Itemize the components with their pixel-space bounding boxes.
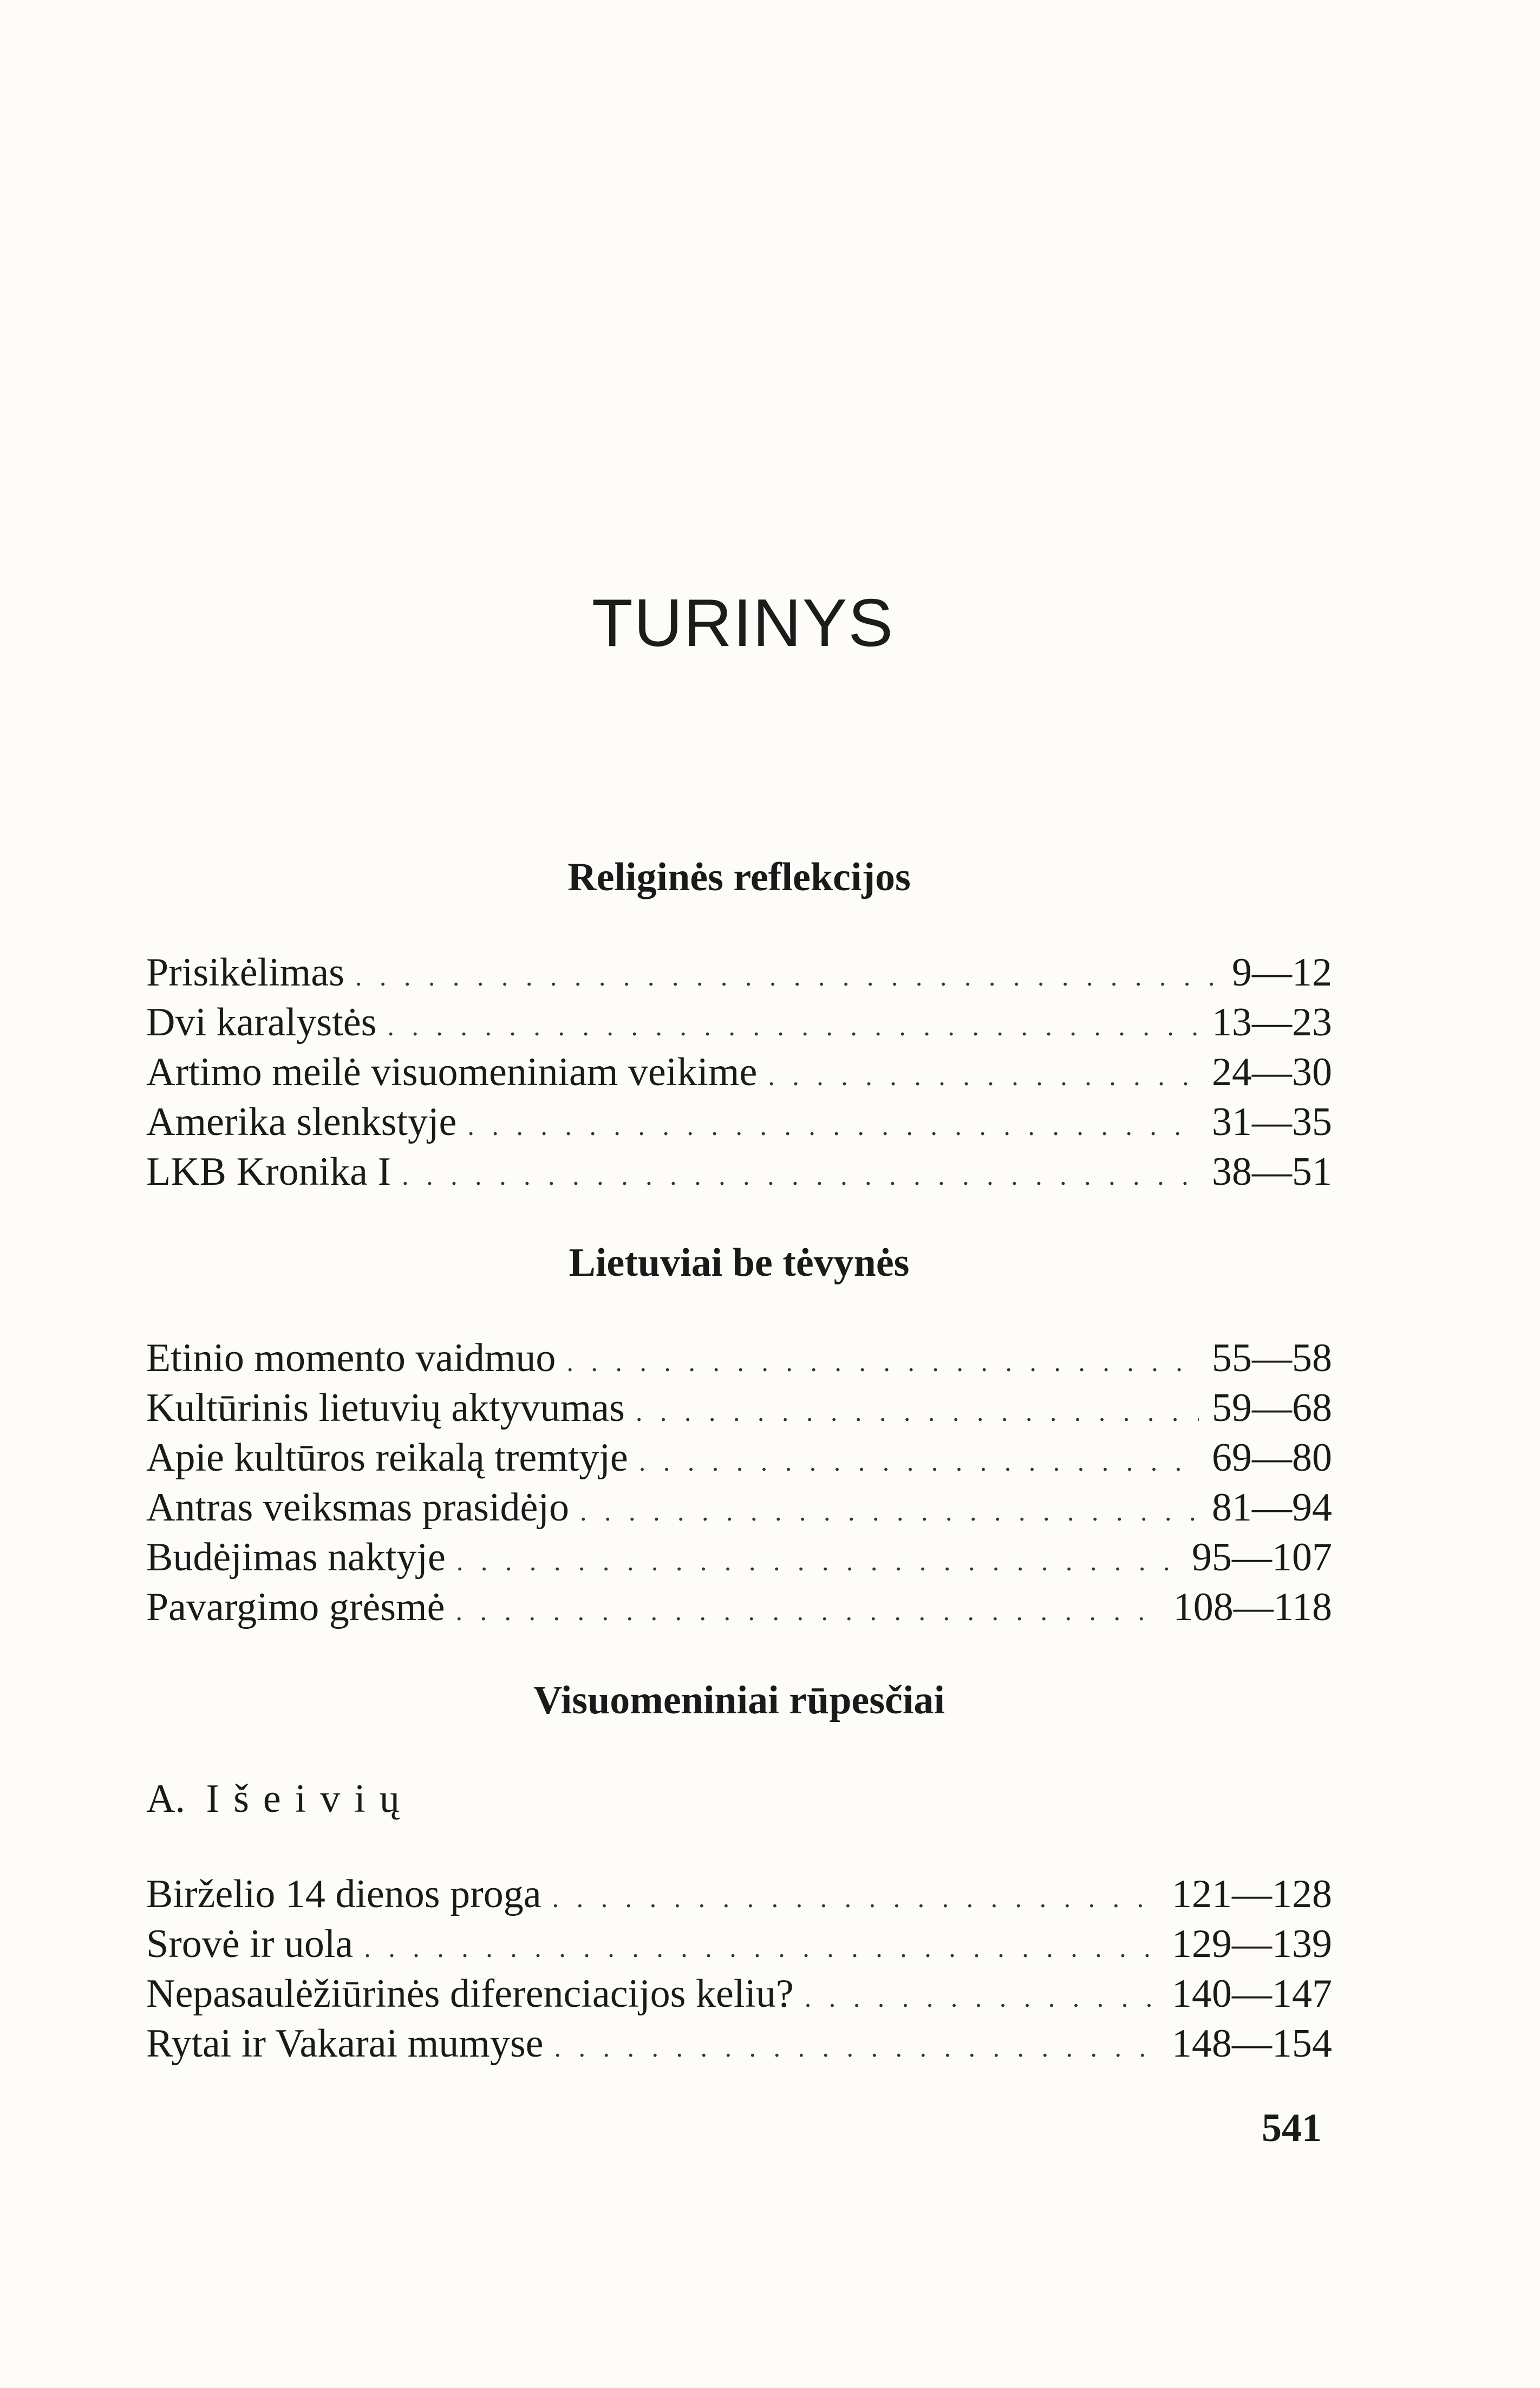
toc-entry (146, 1383, 1332, 1433)
page-title: TURINYS (591, 586, 895, 661)
toc-leader-dots (402, 1151, 1199, 1200)
toc-entry-pages: 129—139 (1172, 1922, 1332, 1966)
toc-entry-pages: 121—128 (1172, 1872, 1332, 1916)
toc-leader-dots (554, 2022, 1159, 2072)
toc-leader-dots (768, 1051, 1199, 1101)
toc-entry-title: Artimo meilė visuomeniniam veikime (146, 1050, 758, 1094)
toc-entry-title: Kultūrinis lietuvių aktyvumas (146, 1386, 625, 1430)
toc-entry-title: Etinio momento vaidmuo (146, 1336, 556, 1380)
toc-leader-dots (355, 951, 1219, 1001)
subsection-label: A. (146, 1777, 185, 1821)
toc-entry-pages: 24—30 (1212, 1050, 1332, 1094)
section-heading-visuomeniniai-rupesciai: Visuomeniniai rūpesčiai (533, 1678, 945, 1723)
toc-entry-title: Nepasaulėžiūrinės diferenciacijos keliu? (146, 1972, 794, 2016)
toc-entry (146, 948, 1332, 997)
toc-entry-pages: 59—68 (1212, 1386, 1332, 1430)
toc-entry-title: Budėjimas naktyje (146, 1535, 446, 1580)
toc-entry-pages: 9—12 (1232, 950, 1332, 995)
toc-entry-pages: 38—51 (1212, 1150, 1332, 1194)
toc-leader-dots (639, 1437, 1199, 1486)
toc-entry-title: Amerika slenkstyje (146, 1100, 457, 1144)
page-number: 541 (1262, 2106, 1322, 2150)
toc-leader-dots (805, 1973, 1159, 2022)
toc-entry-title: Antras veiksmas prasidėjo (146, 1485, 569, 1530)
toc-leader-dots (566, 1337, 1199, 1387)
toc-entry-pages: 31—35 (1212, 1100, 1332, 1144)
toc-entry-pages: 13—23 (1212, 1000, 1332, 1045)
toc-entry (146, 997, 1332, 1047)
toc-entry (146, 1869, 1332, 1919)
toc-entry (146, 1047, 1332, 1097)
toc-entry (146, 1333, 1332, 1383)
toc-entry (146, 2019, 1332, 2069)
toc-list-religines-reflekcijos (146, 948, 1332, 1197)
toc-entry-pages: 108—118 (1173, 1585, 1332, 1629)
toc-leader-dots (456, 1536, 1179, 1586)
toc-leader-dots (552, 1873, 1159, 1923)
toc-entry-title: Birželio 14 dienos proga (146, 1872, 541, 1916)
toc-entry-title: Pavargimo grėsmė (146, 1585, 445, 1629)
toc-entry (146, 1483, 1332, 1532)
toc-list-lietuviai-be-tevynes (146, 1333, 1332, 1632)
toc-leader-dots (636, 1387, 1199, 1437)
toc-entry (146, 1919, 1332, 1969)
toc-entry-pages: 148—154 (1172, 2021, 1332, 2066)
toc-leader-dots (580, 1486, 1199, 1536)
toc-entry-pages: 95—107 (1192, 1535, 1332, 1580)
section-heading-religines-reflekcijos: Religinės reflekcijos (567, 855, 911, 899)
section-heading-lietuviai-be-tevynes: Lietuviai be tėvynės (569, 1241, 910, 1285)
toc-entry-pages: 140—147 (1172, 1972, 1332, 2016)
subsection-name: Išeivių (206, 1777, 414, 1821)
toc-entry-title: Rytai ir Vakarai mumyse (146, 2021, 544, 2066)
toc-entry-title: Dvi karalystės (146, 1000, 377, 1045)
toc-entry (146, 1969, 1332, 2019)
toc-entry (146, 1532, 1332, 1582)
toc-entry-title: LKB Kronika I (146, 1150, 391, 1194)
toc-entry-pages: 81—94 (1212, 1485, 1332, 1530)
toc-entry (146, 1097, 1332, 1147)
toc-entry-title: Prisikėlimas (146, 950, 344, 995)
toc-list-visuomeniniai-rupesciai (146, 1869, 1332, 2069)
toc-leader-dots (364, 1923, 1159, 1973)
toc-entry-title: Srovė ir uola (146, 1922, 354, 1966)
toc-entry-title: Apie kultūros reikalą tremtyje (146, 1436, 628, 1480)
toc-leader-dots (467, 1101, 1199, 1151)
toc-entry (146, 1582, 1332, 1632)
toc-leader-dots (455, 1586, 1160, 1636)
toc-entry (146, 1147, 1332, 1197)
toc-entry (146, 1433, 1332, 1483)
subsection-heading (146, 1776, 414, 1822)
toc-entry-pages: 69—80 (1212, 1436, 1332, 1480)
toc-entry-pages: 55—58 (1212, 1336, 1332, 1380)
toc-leader-dots (387, 1001, 1199, 1051)
